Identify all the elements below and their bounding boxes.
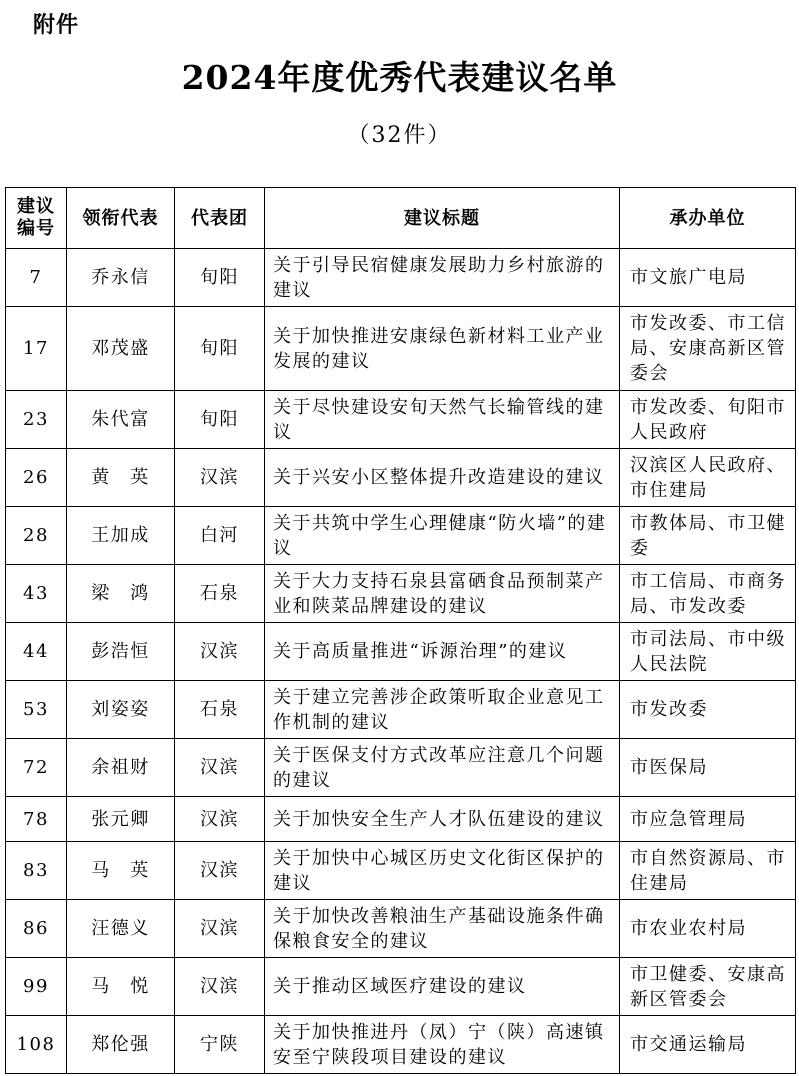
cell-title: 关于尽快建设安旬天然气长输管线的建议	[265, 391, 620, 449]
column-header-unit: 承办单位	[620, 188, 796, 249]
cell-title: 关于高质量推进“诉源治理”的建议	[265, 623, 620, 681]
cell-number: 99	[6, 958, 67, 1016]
table-row	[6, 681, 796, 739]
cell-number: 28	[6, 507, 67, 565]
cell-representative: 马 悦	[67, 958, 175, 1016]
table-row	[6, 1016, 796, 1074]
cell-number: 53	[6, 681, 67, 739]
cell-delegation: 石泉	[175, 565, 265, 623]
cell-unit: 市交通运输局	[620, 1016, 796, 1074]
cell-unit: 市教体局、市卫健委	[620, 507, 796, 565]
table-row	[6, 307, 796, 391]
table-row	[6, 249, 796, 307]
cell-unit: 市医保局	[620, 739, 796, 797]
cell-delegation: 汉滨	[175, 623, 265, 681]
item-count: （32件）	[347, 123, 452, 148]
cell-number: 108	[6, 1016, 67, 1074]
column-header-number	[6, 188, 67, 249]
cell-number: 72	[6, 739, 67, 797]
cell-number: 86	[6, 900, 67, 958]
cell-unit: 市发改委、市工信局、安康高新区管委会	[620, 307, 796, 391]
cell-number: 26	[6, 449, 67, 507]
cell-title: 关于加快安全生产人才队伍建设的建议	[265, 797, 620, 842]
cell-delegation: 旬阳	[175, 307, 265, 391]
cell-unit: 汉滨区人民政府、市住建局	[620, 449, 796, 507]
cell-representative: 刘姿姿	[67, 681, 175, 739]
cell-unit: 市卫健委、安康高新区管委会	[620, 958, 796, 1016]
cell-delegation: 汉滨	[175, 797, 265, 842]
cell-unit: 市发改委	[620, 681, 796, 739]
table-row	[6, 391, 796, 449]
table-row	[6, 797, 796, 842]
cell-representative: 梁 鸿	[67, 565, 175, 623]
cell-title: 关于加快中心城区历史文化街区保护的建议	[265, 842, 620, 900]
cell-representative: 郑伦强	[67, 1016, 175, 1074]
cell-title: 关于兴安小区整体提升改造建设的建议	[265, 449, 620, 507]
cell-number: 83	[6, 842, 67, 900]
cell-title: 关于引导民宿健康发展助力乡村旅游的建议	[265, 249, 620, 307]
cell-delegation: 旬阳	[175, 391, 265, 449]
cell-title: 关于共筑中学生心理健康“防火墙”的建议	[265, 507, 620, 565]
table-row	[6, 565, 796, 623]
cell-number: 23	[6, 391, 67, 449]
table-row	[6, 842, 796, 900]
cell-title: 关于加快推进安康绿色新材料工业产业发展的建议	[265, 307, 620, 391]
cell-number: 43	[6, 565, 67, 623]
column-header-delegation: 代表团	[175, 188, 265, 249]
table-body	[6, 249, 796, 1074]
table-header-row	[6, 188, 796, 249]
cell-delegation: 汉滨	[175, 958, 265, 1016]
cell-unit: 市应急管理局	[620, 797, 796, 842]
attachment-label: 附件	[33, 13, 80, 38]
table-row	[6, 623, 796, 681]
page-title: 2024年度优秀代表建议名单	[181, 58, 618, 97]
cell-delegation: 汉滨	[175, 739, 265, 797]
table-row	[6, 958, 796, 1016]
table-row	[6, 739, 796, 797]
cell-delegation: 汉滨	[175, 842, 265, 900]
cell-representative: 乔永信	[67, 249, 175, 307]
proposal-table	[5, 187, 796, 1074]
cell-title: 关于加快改善粮油生产基础设施条件确保粮食安全的建议	[265, 900, 620, 958]
cell-unit: 市司法局、市中级人民法院	[620, 623, 796, 681]
cell-delegation: 石泉	[175, 681, 265, 739]
cell-unit: 市农业农村局	[620, 900, 796, 958]
cell-unit: 市自然资源局、市住建局	[620, 842, 796, 900]
cell-delegation: 汉滨	[175, 900, 265, 958]
cell-representative: 张元卿	[67, 797, 175, 842]
cell-representative: 马 英	[67, 842, 175, 900]
cell-delegation: 白河	[175, 507, 265, 565]
cell-representative: 朱代富	[67, 391, 175, 449]
cell-title: 关于推动区域医疗建设的建议	[265, 958, 620, 1016]
cell-unit: 市文旅广电局	[620, 249, 796, 307]
table-row	[6, 507, 796, 565]
cell-number: 78	[6, 797, 67, 842]
cell-representative: 汪德义	[67, 900, 175, 958]
column-header-representative: 领衔代表	[67, 188, 175, 249]
cell-representative: 余祖财	[67, 739, 175, 797]
cell-title: 关于大力支持石泉县富硒食品预制菜产业和陕菜品牌建设的建议	[265, 565, 620, 623]
cell-title: 关于建立完善涉企政策听取企业意见工作机制的建议	[265, 681, 620, 739]
cell-unit: 市发改委、旬阳市人民政府	[620, 391, 796, 449]
cell-number: 17	[6, 307, 67, 391]
cell-title: 关于加快推进丹（凤）宁（陕）高速镇安至宁陕段项目建设的建议	[265, 1016, 620, 1074]
cell-title: 关于医保支付方式改革应注意几个问题的建议	[265, 739, 620, 797]
cell-number: 44	[6, 623, 67, 681]
cell-unit: 市工信局、市商务局、市发改委	[620, 565, 796, 623]
cell-delegation: 汉滨	[175, 449, 265, 507]
cell-representative: 王加成	[67, 507, 175, 565]
cell-delegation: 旬阳	[175, 249, 265, 307]
cell-representative: 黄 英	[67, 449, 175, 507]
table-row	[6, 900, 796, 958]
table-row	[6, 449, 796, 507]
cell-delegation: 宁陕	[175, 1016, 265, 1074]
column-header-title: 建议标题	[265, 188, 620, 249]
column-header-number-line2: 编号	[17, 218, 55, 239]
cell-representative: 邓茂盛	[67, 307, 175, 391]
cell-number: 7	[6, 249, 67, 307]
cell-representative: 彭浩恒	[67, 623, 175, 681]
column-header-number-line1: 建议	[17, 196, 55, 217]
